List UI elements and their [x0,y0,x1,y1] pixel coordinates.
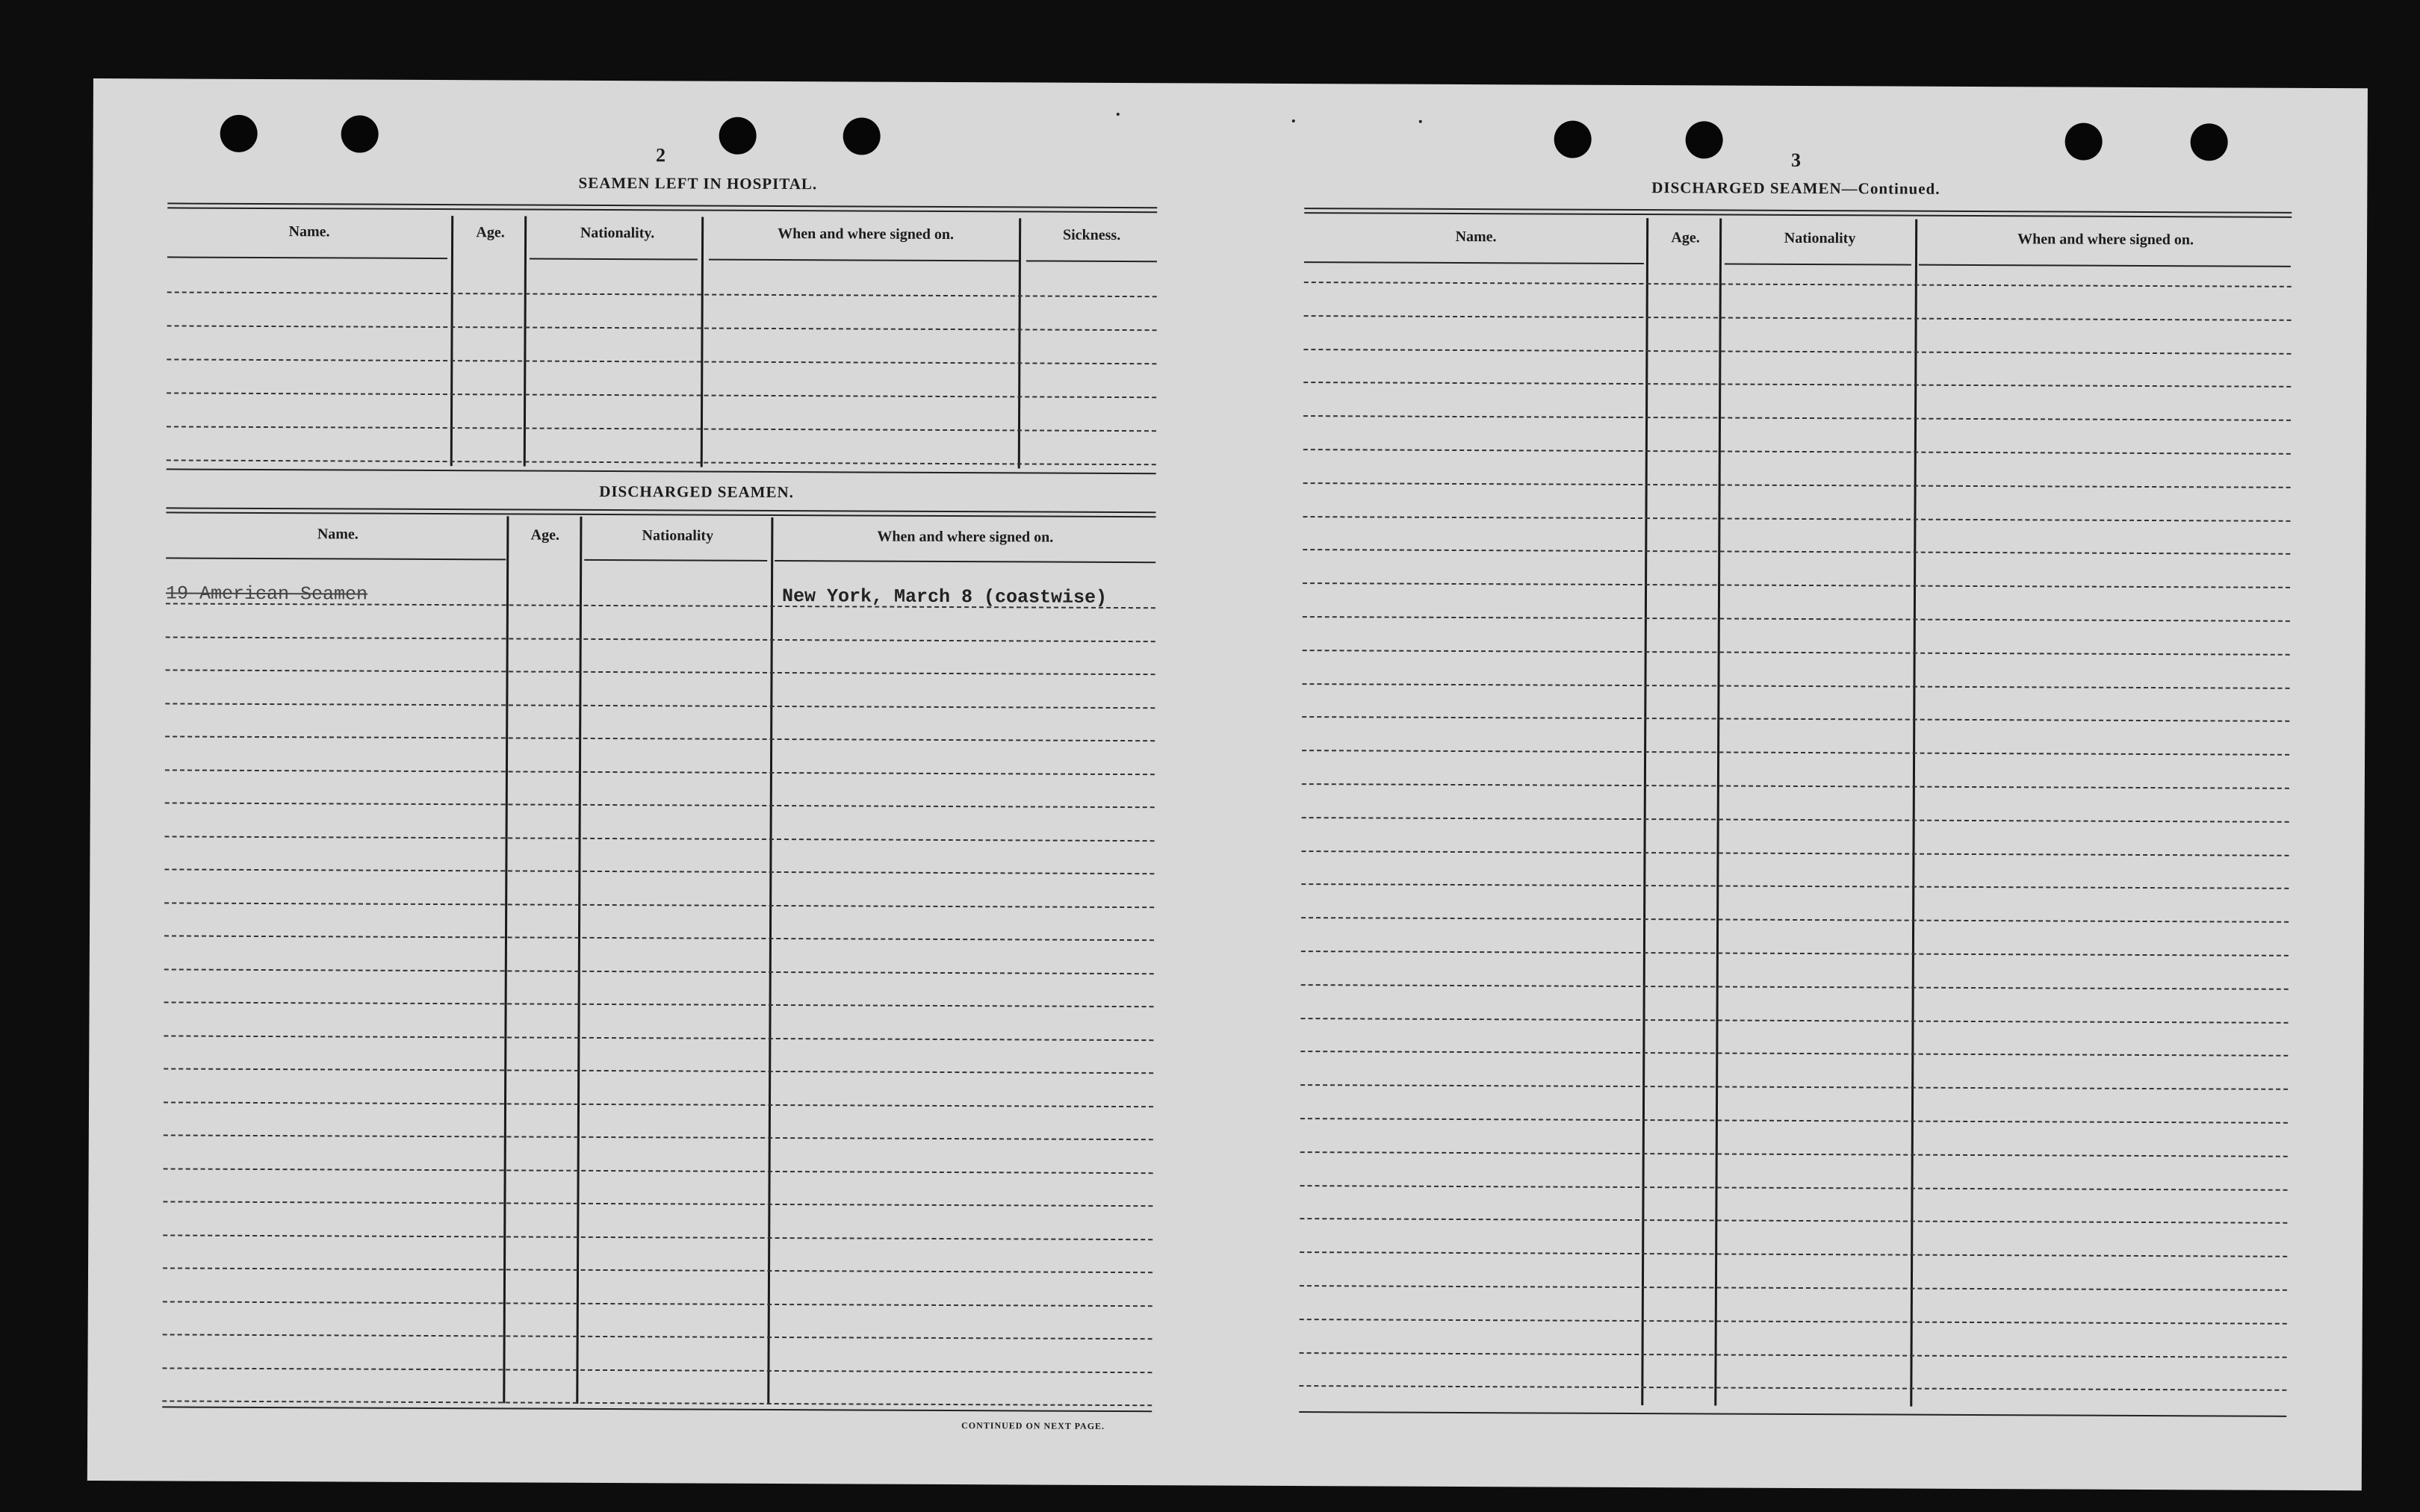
ruled-line [167,426,1156,432]
ruled-line [165,769,1155,775]
ruled-line [167,358,1156,364]
ruled-line [1303,482,2291,488]
ruled-line [167,392,1156,398]
speck [1292,119,1295,122]
ruled-line [1300,1319,2287,1325]
bottom-rule [162,1406,1152,1412]
ruled-line [162,1400,1152,1406]
ruled-line [1304,281,2292,287]
ruled-line [1302,716,2289,722]
ruled-lines-group [93,78,2368,88]
ruled-line [1301,917,2289,923]
continued-section-title: DISCHARGED SEAMEN—Continued. [1651,178,1940,198]
column-divider [1910,220,1917,1407]
ruled-line [164,1068,1153,1074]
column-header-signed-on: When and where signed on. [2017,231,2194,249]
ruled-line [164,1001,1154,1007]
ruled-line [165,735,1155,741]
speck [1117,113,1120,116]
ruled-line [166,669,1155,675]
ruled-line [1300,1251,2287,1257]
punch-hole [2191,123,2228,161]
speck [1419,120,1422,123]
double-rule [166,507,1155,517]
ruled-line [1301,951,2289,956]
ruled-line [1301,883,2289,889]
double-rule [1304,208,2292,218]
entry-name-text: 19 American Seamen [165,582,368,606]
ruled-line [1303,582,2290,588]
ruled-line [1300,1352,2287,1358]
column-divider [1641,218,1648,1405]
column-header-name: Name. [288,223,330,240]
entry-name [166,582,367,605]
discharged-section-title: DISCHARGED SEAMEN. [599,482,794,502]
ruled-line [1300,1151,2288,1157]
punch-hole [2065,123,2103,161]
ruled-line [1300,1051,2288,1057]
ruled-line [163,1301,1152,1307]
column-header-signed-on: When and where signed on. [778,225,955,243]
column-header-nationality: Nationality [1784,229,1856,247]
punch-hole [220,115,258,152]
punch-hole [719,117,757,155]
ruled-line [166,636,1155,642]
ruled-line [164,868,1154,874]
ruled-line [1302,817,2289,823]
column-header-sickness: Sickness. [1062,226,1121,244]
header-rule [1304,261,1644,264]
ruled-line [1303,382,2291,388]
ruled-line [1303,349,2291,355]
ruled-line [164,1101,1153,1107]
continued-note: CONTINUED ON NEXT PAGE. [961,1420,1105,1431]
ruled-lines-group [93,78,2368,88]
ruled-line [1301,850,2289,856]
ruled-line [1302,683,2289,689]
ruled-line [165,836,1155,841]
punch-hole [341,115,379,152]
column-header-nationality: Nationality [642,527,714,544]
header-rule [166,557,506,560]
column-header-age: Age. [476,224,505,241]
ruled-line [1300,1285,2287,1291]
ruled-line [1300,1084,2288,1090]
column-header-nationality: Nationality. [580,224,655,242]
ruled-line [1300,1185,2288,1191]
page-number: 3 [1790,149,1802,171]
ruled-line [164,1134,1153,1140]
document-sheet [87,78,2368,1490]
ruled-line [167,291,1157,297]
header-rule [775,560,1155,563]
ruled-line [1303,549,2290,555]
column-header-signed-on: When and where signed on. [877,528,1054,546]
ruled-line [164,968,1154,974]
ruled-line [163,1267,1152,1273]
ruled-line [167,325,1157,331]
ruled-line [1303,415,2291,421]
section-rule [167,468,1156,474]
ruled-line [165,703,1155,709]
ruled-line [1300,1118,2288,1124]
hospital-section-title: SEAMEN LEFT IN HOSPITAL. [578,173,818,193]
header-rule [1026,260,1157,262]
ruled-line [1303,516,2290,522]
column-header-age: Age. [530,526,560,544]
ruled-line [165,802,1155,808]
ruled-line [167,459,1156,465]
ruled-line [1303,449,2291,455]
header-rule [530,258,698,261]
header-rule [709,259,1019,262]
ruled-line [163,1334,1152,1340]
ruled-line [1301,1018,2289,1024]
ruled-line [1301,984,2289,990]
page-number: 2 [655,144,666,167]
ruled-line [1303,616,2290,622]
header-rule [1919,264,2291,267]
ruled-line [164,1035,1153,1041]
ruled-line [164,935,1154,941]
header-rule [584,559,767,561]
entry-signed-on: New York, March 8 (coastwise) [781,585,1108,609]
ruled-line [1304,315,2292,321]
column-header-age: Age. [1671,229,1700,246]
ruled-line [1302,783,2289,789]
ruled-line [1300,1218,2287,1224]
ruled-line [163,1201,1152,1207]
punch-hole [1686,121,1723,158]
ruled-line [164,902,1154,908]
ruled-line [162,1367,1152,1373]
ruled-line [1302,750,2289,756]
bottom-rule [1299,1411,2286,1417]
double-rule [167,202,1157,213]
ruled-line [1299,1385,2286,1391]
column-header-name: Name. [1455,228,1497,246]
ruled-line [163,1234,1152,1240]
column-header-name: Name. [317,526,359,543]
punch-hole [1554,121,1592,158]
column-divider [1714,219,1722,1406]
header-rule [167,256,447,259]
ruled-line [1303,650,2290,656]
header-rule [1725,264,1911,266]
punch-hole [843,117,881,155]
ruled-line [164,1168,1153,1174]
